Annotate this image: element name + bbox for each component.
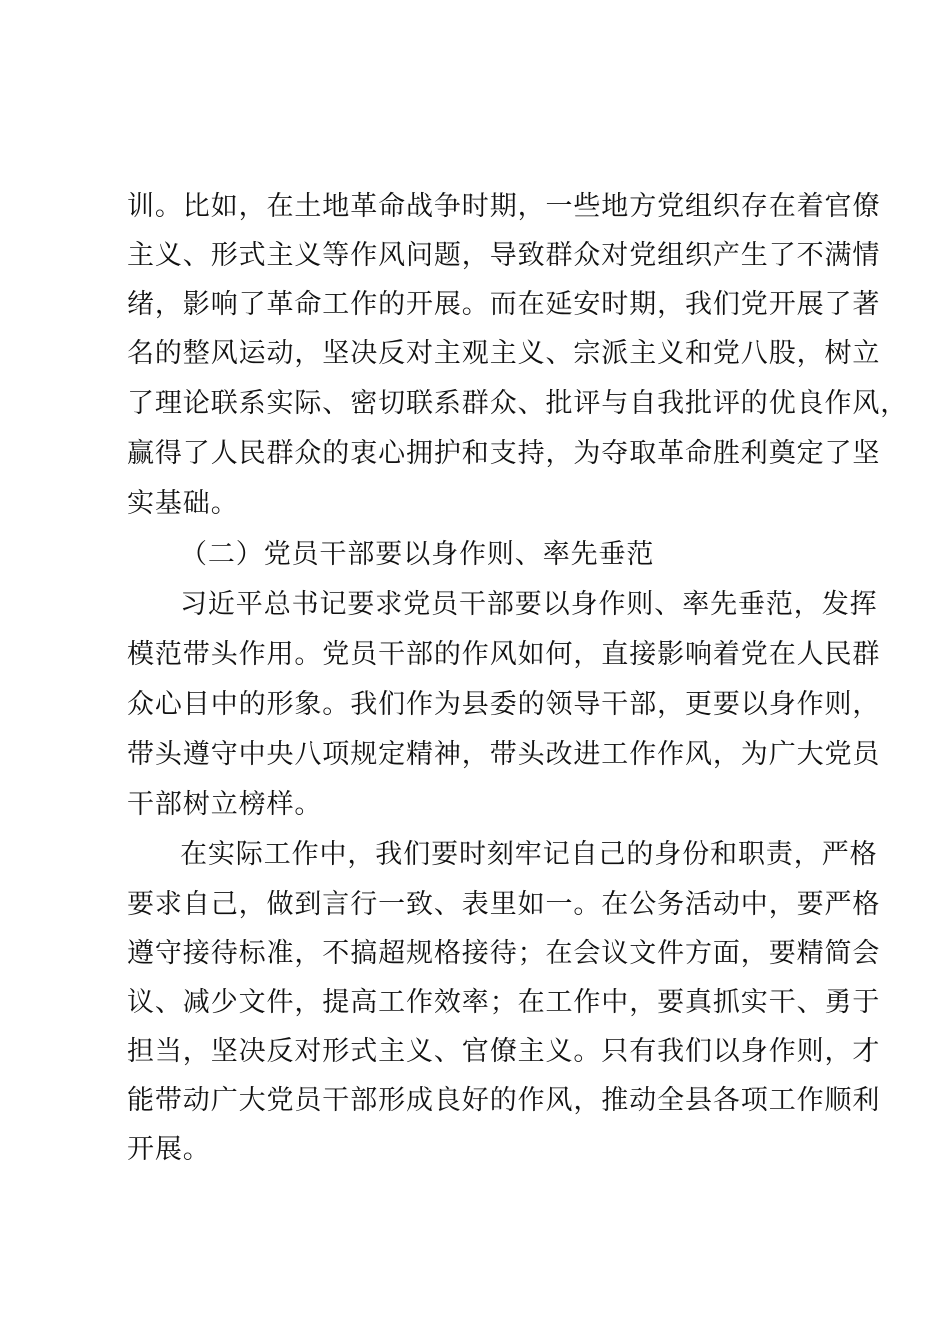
paragraph-1-line-5: 了理论联系实际、密切联系群众、批评与自我批评的优良作风， <box>127 388 909 419</box>
paragraph-3-line-1: 在实际工作中，我们要时刻牢记自己的身份和职责，严格 <box>180 839 878 870</box>
paragraph-3-line-2: 要求自己，做到言行一致、表里如一。在公务活动中，要严格 <box>127 889 881 920</box>
paragraph-2-line-2: 模范带头作用。党员干部的作风如何，直接影响着党在人民群 <box>127 639 881 670</box>
paragraph-1-line-7: 实基础。 <box>127 488 239 519</box>
section-heading: （二）党员干部要以身作则、率先垂范 <box>180 539 655 570</box>
paragraph-1-line-4: 名的整风运动，坚决反对主观主义、宗派主义和党八股，树立 <box>127 338 881 369</box>
paragraph-1-line-1: 训。比如，在土地革命战争时期，一些地方党组织存在着官僚 <box>127 191 881 222</box>
paragraph-2-line-5: 干部树立榜样。 <box>127 789 323 820</box>
paragraph-3-line-3: 遵守接待标准，不搞超规格接待；在会议文件方面，要精简会 <box>127 938 881 969</box>
paragraph-3-line-6: 能带动广大党员干部形成良好的作风，推动全县各项工作顺利 <box>127 1085 881 1116</box>
paragraph-3-line-7: 开展。 <box>127 1134 211 1165</box>
paragraph-1-line-6: 赢得了人民群众的衷心拥护和支持，为夺取革命胜利奠定了坚 <box>127 438 881 469</box>
paragraph-2-line-4: 带头遵守中央八项规定精神，带头改进工作作风，为广大党员 <box>127 739 881 770</box>
paragraph-2-line-3: 众心目中的形象。我们作为县委的领导干部，更要以身作则， <box>127 689 881 720</box>
paragraph-2-line-1: 习近平总书记要求党员干部要以身作则、率先垂范，发挥 <box>180 589 878 620</box>
paragraph-1-line-3: 绪，影响了革命工作的开展。而在延安时期，我们党开展了著 <box>127 289 881 320</box>
paragraph-1-line-2: 主义、形式主义等作风问题，导致群众对党组织产生了不满情 <box>127 240 881 271</box>
paragraph-3-line-4: 议、减少文件，提高工作效率；在工作中，要真抓实干、勇于 <box>127 987 881 1018</box>
paragraph-3-line-5: 担当，坚决反对形式主义、官僚主义。只有我们以身作则，才 <box>127 1036 881 1067</box>
